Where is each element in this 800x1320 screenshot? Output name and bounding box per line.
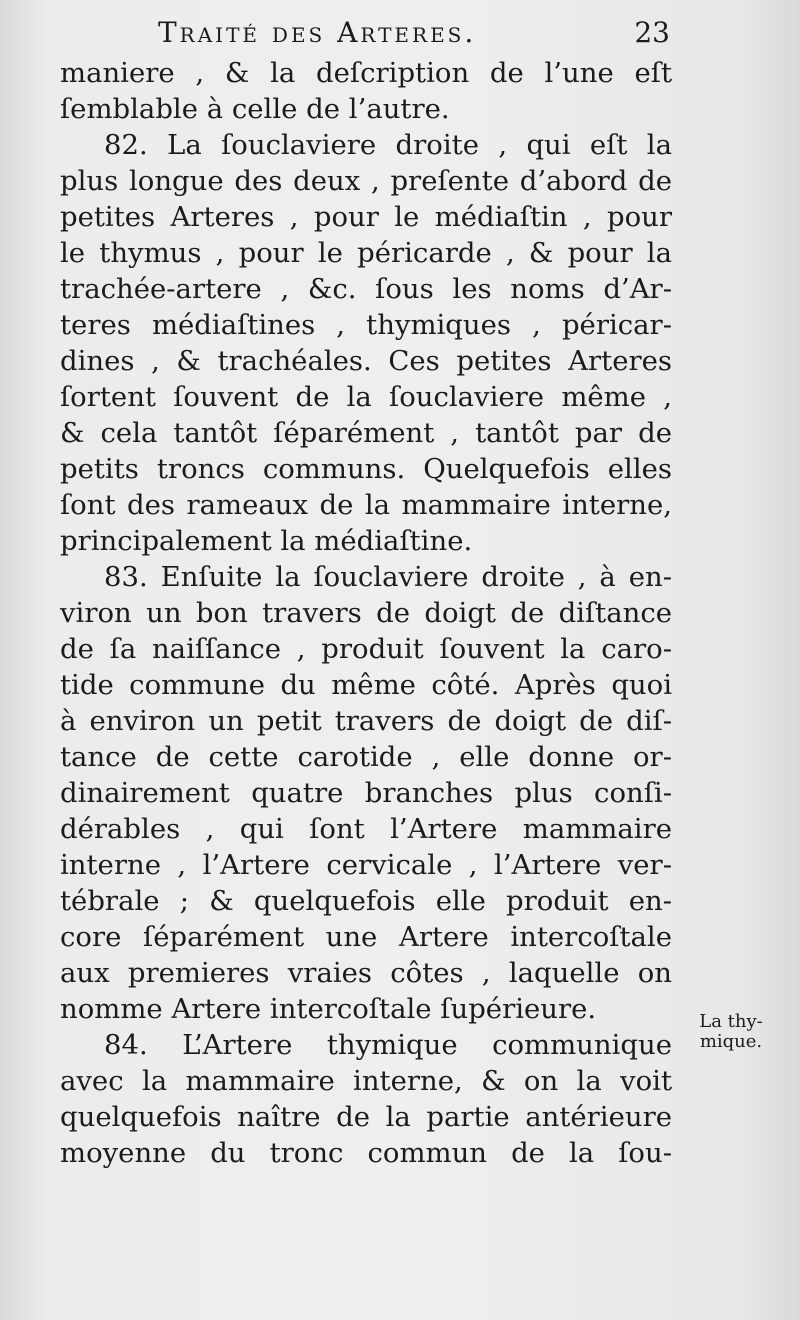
margin-note-line: mique. (699, 1031, 763, 1052)
text-line: avec la mammaire interne, & on la voit (60, 1065, 672, 1097)
text-line: à environ un petit travers de doigt de diſ- (60, 705, 672, 737)
text-line: tance de cette carotide , elle donne or- (60, 741, 672, 773)
text-line: tébrale ; & quelquefois elle produit en- (60, 885, 672, 917)
text-line: & cela tantôt ſéparément , tantôt par de (60, 417, 672, 449)
margin-note-line: La thy- (699, 1011, 763, 1032)
text-line: le thymus , pour le péricarde , & pour la (60, 237, 672, 269)
page-header (150, 14, 670, 54)
text-line: ſemblable à celle de l’autre. (60, 93, 450, 125)
margin-note (676, 1012, 786, 1052)
body-text (60, 55, 672, 1171)
text-line: core ſéparément une Artere intercoſtale (60, 921, 672, 953)
text-line: ſortent ſouvent de la ſouclaviere même , (60, 381, 672, 413)
text-line: maniere , & la deſcription de l’une eſt (60, 57, 672, 89)
paragraph-82-start: 82. La ſouclaviere droite , qui eſt la (104, 129, 672, 161)
text-line: viron un bon travers de doigt de diſtance (60, 597, 672, 629)
text-line: dinairement quatre branches plus conſi- (60, 777, 672, 809)
text-line: dines , & trachéales. Ces petites Arteres (60, 345, 672, 377)
page-number: 23 (634, 16, 670, 49)
text-line: petites Arteres , pour le médiaſtin , pour (60, 201, 672, 233)
text-line: principalement la médiaſtine. (60, 525, 473, 557)
text-line: moyenne du tronc commun de la ſou- (60, 1137, 672, 1169)
text-line: ſont des rameaux de la mammaire interne, (60, 489, 672, 521)
text-line: trachée-artere , &c. ſous les noms d’Ar- (60, 273, 672, 305)
text-line: de ſa naiſſance , produit ſouvent la caro- (60, 633, 672, 665)
text-line: petits troncs communs. Quelquefois elles (60, 453, 672, 485)
text-line: nomme Artere intercoſtale ſupérieure. (60, 993, 597, 1025)
text-line: tide commune du même côté. Après quoi (60, 669, 672, 701)
paragraph-84-start: 84. L’Artere thymique communique (104, 1029, 672, 1061)
text-line: aux premieres vraies côtes , laquelle on (60, 957, 672, 989)
text-line: quelquefois naître de la partie antérieure (60, 1101, 672, 1133)
paragraph-83-start: 83. Enſuite la ſouclaviere droite , à en- (104, 561, 672, 593)
running-head: Traité des Arteres. (158, 16, 477, 49)
text-line: interne , l’Artere cervicale , l’Artere ver- (60, 849, 672, 881)
text-line: dérables , qui ſont l’Artere mammaire (60, 813, 672, 845)
text-line: teres médiaſtines , thymiques , péricar- (60, 309, 672, 341)
text-line: plus longue des deux , preſente d’abord de (60, 165, 672, 197)
